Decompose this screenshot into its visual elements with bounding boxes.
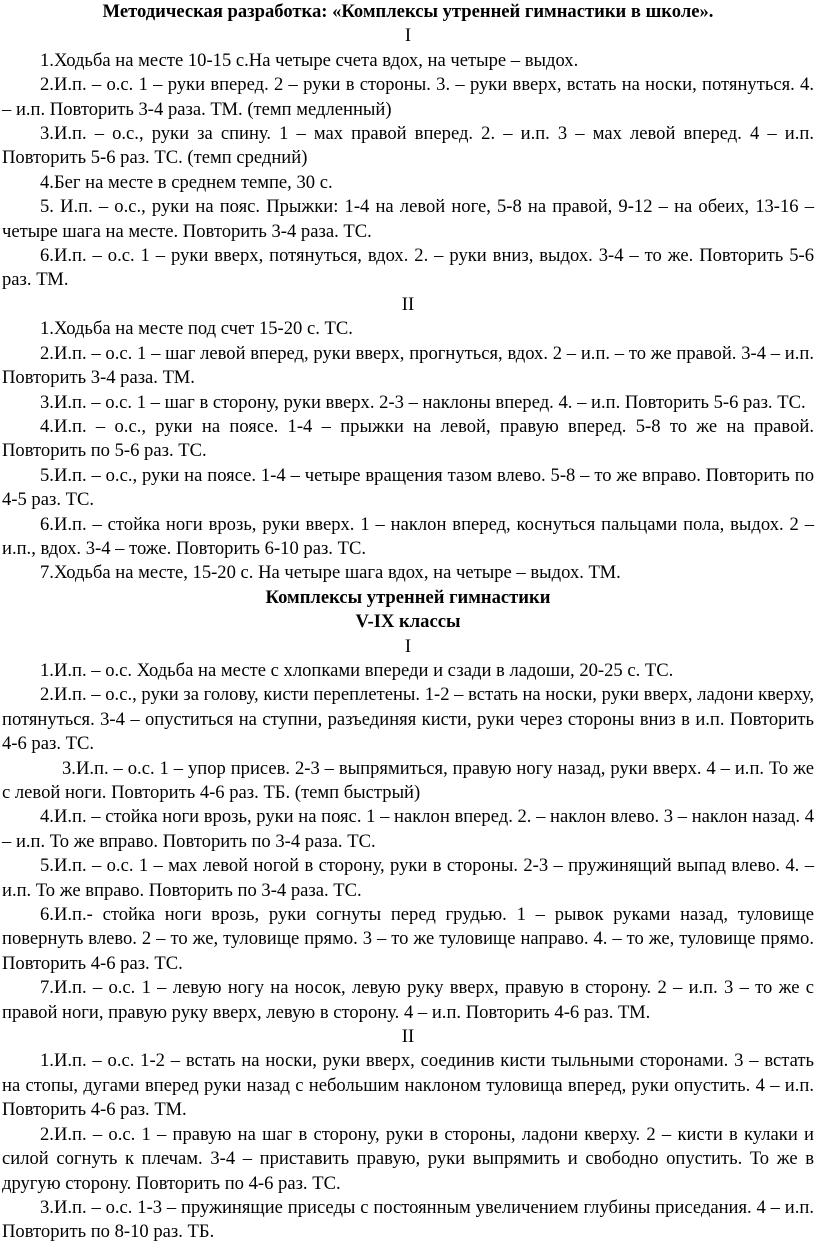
list-item: 5.И.п. – о.с. 1 – мах левой ногой в сторону, руки в стороны. 2-3 – пружинящий выпад влево. 4. – и.п. То же вправо. Повторить по 3-4 раза. ТС.: [2, 855, 814, 901]
list-item: 1.Ходьба на месте под счет 15-20 с. ТС.: [40, 318, 353, 340]
document-title: Методическая разработка: «Комплексы утренней гимнастики в школе».: [102, 1, 714, 22]
list-item: 6.И.п.- стойка ноги врозь, руки согнуты перед грудью. 1 – рывок руками назад, туловище повернуть влево. 2 – то же, туловище прямо. 3 – то же туловище направо. 4. – то же, туловище прямо. Повторить 4-6 раз. ТС.: [2, 904, 814, 974]
list-item: 2.И.п. – о.с. 1 – правую на шаг в сторону, руки в стороны, ладони кверху. 2 – кисти в кулаки и силой согнуть к плечам. 3-4 – приставить правую, руки выпрямить и свободно опустить. То же в другую сторону. Повторить по 4-6 раз. ТС.: [2, 1123, 814, 1194]
list-item: 4.И.п. – стойка ноги врозь, руки на пояс. 1 – наклон вперед. 2. – наклон влево. 3 – наклон назад. 4 – и.п. То же вправо. Повторить по 3-4 раза. ТС.: [2, 806, 814, 852]
section-title: Комплексы утренней гимнастики: [265, 586, 551, 608]
list-item: 3.И.п. – о.с., руки за спину. 1 – мах правой вперед. 2. – и.п. 3 – мах левой вперед. 4 – и.п. Повторить 5-6 раз. ТС. (темп средний): [2, 123, 814, 169]
list-item: 2.И.п. – о.с. 1 – руки вперед. 2 – руки в стороны. 3. – руки вверх, встать на носки, потянуться. 4. – и.п. Повторить 3-4 раза. ТМ. (темп медленный): [2, 74, 814, 120]
list-item: 4.Бег на месте в среднем темпе, 30 с.: [40, 171, 333, 193]
section2-part2-heading: II: [401, 1026, 415, 1048]
list-item: 2.И.п. – о.с. 1 – шаг левой вперед, руки вверх, прогнуться, вдох. 2 – и.п. – то же правой. 3-4 – и.п. Повторить 3-4 раза. ТМ.: [2, 342, 814, 389]
list-item: 7.Ходьба на месте, 15-20 с. На четыре шага вдох, на четыре – выдох. ТМ.: [40, 562, 621, 584]
list-item: 1.И.п. – о.с. 1-2 – встать на носки, руки вверх, соединив кисти тыльными сторонами. 3 – встать на стопы, дугами вперед руки назад с небольшим наклоном туловища вперед, руки опустить. 4 – и.п. Повторить 4-6 раз. ТМ.: [2, 1050, 814, 1121]
list-item: 7.И.п. – о.с. 1 – левую ногу на носок, левую руку вверх, правую в сторону. 2 – и.п. 3 – то же с правой ноги, правую руку вверх, левую в сторону. 4 – и.п. Повторить 4-6 раз. ТМ.: [2, 977, 814, 1023]
list-item: 3.И.п. – о.с. 1 – шаг в сторону, руки вверх. 2-3 – наклоны вперед. 4. – и.п. Повторить 5-6 раз. ТС.: [40, 391, 806, 413]
section-subtitle: V-IX классы: [355, 611, 461, 633]
part2-heading: II: [401, 293, 415, 315]
list-item: 5.И.п. – о.с., руки на поясе. 1-4 – четыре вращения тазом влево. 5-8 – то же вправо. Повторить по 4-5 раз. ТС.: [2, 464, 814, 511]
list-item: 1.И.п. – о.с. Ходьба на месте с хлопками впереди и сзади в ладоши, 20-25 с. ТС.: [40, 659, 674, 681]
list-item: 1.Ходьба на месте 10-15 с.На четыре счета вдох, на четыре – выдох.: [40, 49, 579, 71]
list-item: 6.И.п. – о.с. 1 – руки вверх, потянуться, вдох. 2. – руки вниз, выдох. 3-4 – то же. Повторить 5-6 раз. ТМ.: [2, 245, 814, 291]
list-item: 2.И.п. – о.с., руки за голову, кисти переплетены. 1-2 – встать на носки, руки вверх, ладони кверху, потянуться. 3-4 – опуститься на ступни, разъединяя кисти, руки через стороны вниз в и.п. Повторить 4-6 раз. ТС.: [2, 684, 814, 755]
section2-part1-heading: I: [404, 635, 412, 657]
list-item: 4.И.п. – о.с., руки на поясе. 1-4 – прыжки на левой, правую вперед. 5-8 то же на правой. Повторить по 5-6 раз. ТС.: [2, 415, 814, 462]
list-item: 5. И.п. – о.с., руки на пояс. Прыжки: 1-4 на левой ноге, 5-8 на правой, 9-12 – на обеих, 13-16 – четыре шага на месте. Повторить 3-4 раза. ТС.: [2, 196, 814, 242]
list-item: 3.И.п. – о.с. 1 – упор присев. 2-3 – выпрямиться, правую ногу назад, руки вверх. 4 – и.п. То же с левой ноги. Повторить 4-6 раз. ТБ. (темп быстрый): [2, 757, 814, 803]
list-item: 3.И.п. – о.с. 1-3 – пружинящие приседы с постоянным увеличением глубины приседания. 4 – и.п. Повторить по 8-10 раз. ТБ.: [2, 1196, 814, 1243]
list-item: 6.И.п. – стойка ноги врозь, руки вверх. 1 – наклон вперед, коснуться пальцами пола, выдох. 2 – и.п., вдох. 3-4 – тоже. Повторить 6-10 раз. ТС.: [2, 513, 814, 559]
part1-heading: I: [404, 25, 412, 47]
